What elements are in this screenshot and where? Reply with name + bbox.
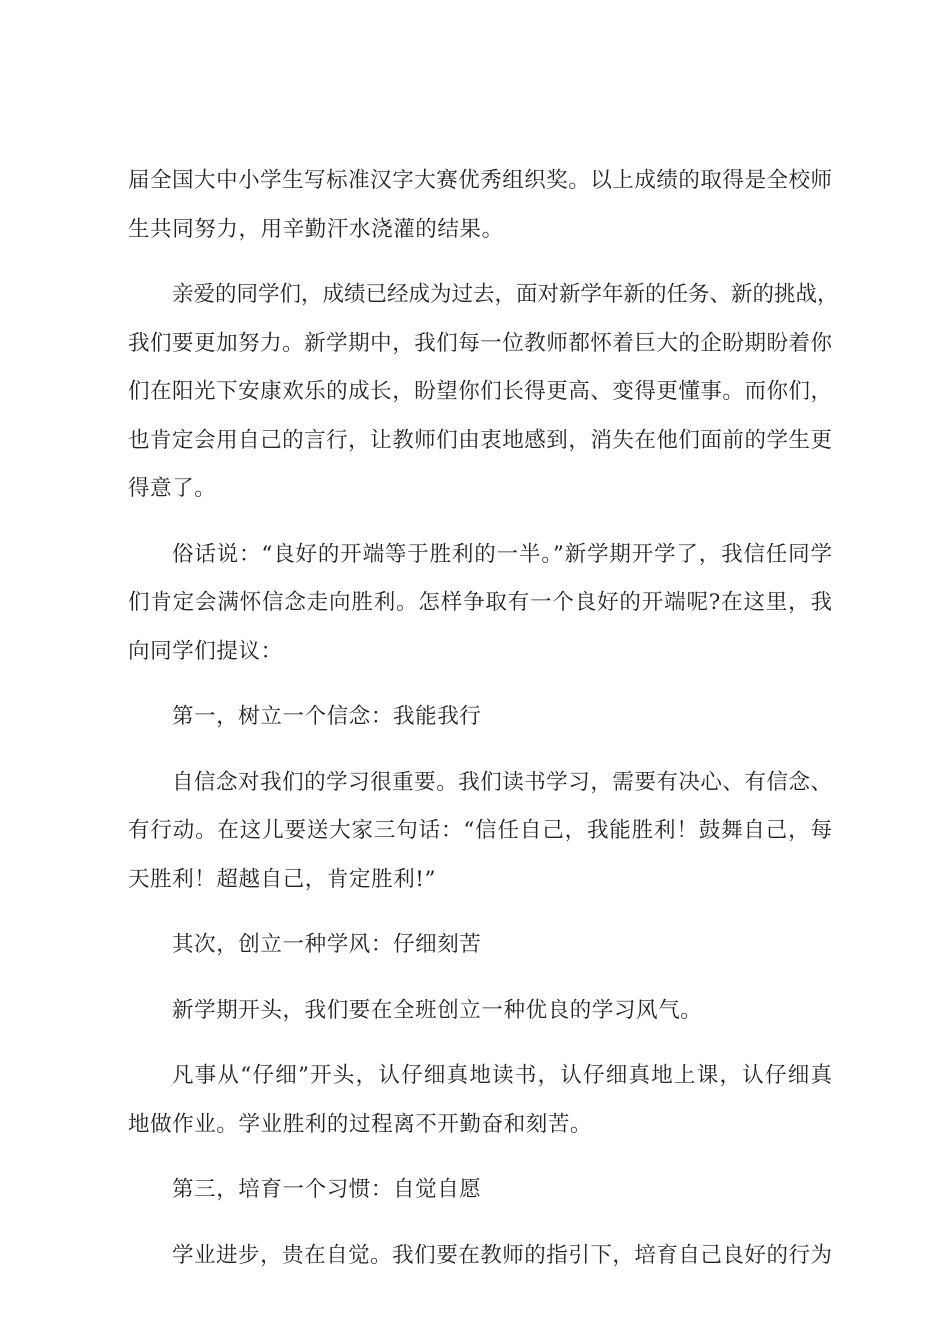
text-line: 天胜利！超越自己，肯定胜利!” xyxy=(128,866,437,892)
paragraph xyxy=(128,271,839,514)
section-heading xyxy=(128,693,832,742)
section-heading xyxy=(128,1166,832,1215)
paragraph xyxy=(128,1232,832,1281)
text-line: 向同学们提议： xyxy=(128,638,283,664)
text-line: 我们要更加努力。新学期中，我们每一位教师都怀着巨大的企盼期盼着你 xyxy=(128,330,832,356)
text-line: 学业进步，贵在自觉。我们要在教师的指引下，培育自己良好的行为 xyxy=(172,1242,832,1268)
text-line: 届全国大中小学生写标准汉字大赛优秀组织奖。以上成绩的取得是全校师 xyxy=(128,168,832,193)
text-line: 其次，创立一种学风：仔细刻苦 xyxy=(172,932,482,957)
paragraph xyxy=(128,531,832,677)
text-line: 第三，培育一个习惯：自觉自愿 xyxy=(172,1177,482,1202)
text-line: 自信念对我们的学习很重要。我们读书学习，需要有决心、有信念、 xyxy=(172,769,832,795)
text-line: 们在阳光下安康欢乐的成长，盼望你们长得更高、变得更懂事。而你们， xyxy=(128,379,832,404)
paragraph xyxy=(128,759,832,905)
text-line: 们肯定会满怀信念走向胜利。怎样争取有一个良好的开端呢?在这里，我 xyxy=(128,590,832,615)
paragraph xyxy=(128,987,832,1036)
text-line: 得意了。 xyxy=(128,476,217,501)
text-line: 亲爱的同学们，成绩已经成为过去，面对新学年新的任务、新的挑战， xyxy=(172,282,839,307)
text-line: 凡事从“仔细”开头，认仔细真地读书，认仔细真地上课，认仔细真 xyxy=(172,1063,832,1088)
text-line: 新学期开头，我们要在全班创立一种优良的学习风气。 xyxy=(172,997,703,1023)
text-line: 生共同努力，用辛勤汗水浇灌的结果。 xyxy=(128,216,504,242)
text-line: 俗话说：“良好的开端等于胜利的一半。”新学期开学了，我信任同学 xyxy=(172,541,832,567)
text-line: 地做作业。学业胜利的过程离不开勤奋和刻苦。 xyxy=(128,1111,593,1137)
document-body xyxy=(128,157,839,1280)
text-line: 第一，树立一个信念：我能我行 xyxy=(172,704,482,729)
section-heading xyxy=(128,921,832,970)
text-line: 有行动。在这儿要送大家三句话：“信任自己，我能胜利！鼓舞自己，每 xyxy=(128,818,832,843)
paragraph xyxy=(128,1052,832,1149)
paragraph xyxy=(128,157,832,254)
text-line: 也肯定会用自己的言行，让教师们由衷地感到，消失在他们面前的学生更 xyxy=(128,427,832,453)
